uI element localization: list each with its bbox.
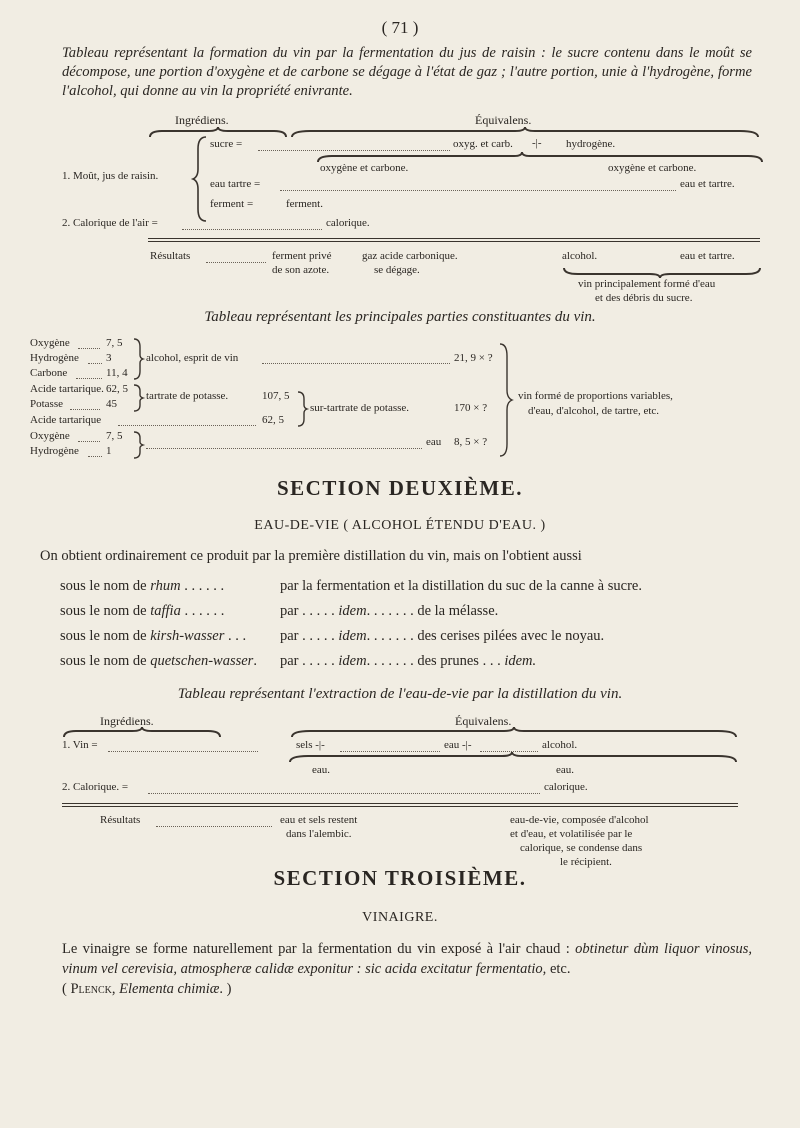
leader-dots — [182, 229, 322, 230]
para-end: etc. — [546, 961, 571, 977]
surtartrate-value: 170 × ? — [454, 402, 488, 414]
eau-split-bracket — [288, 752, 738, 764]
vin-desc-2: d'eau, d'alcohol, de tartre, etc. — [528, 405, 660, 417]
alcohol-label: alcohol, esprit de vin — [146, 352, 239, 364]
alcohol-value: 21, 9 × ? — [454, 352, 493, 364]
list-idem: idem — [338, 628, 367, 644]
leader-dots — [76, 378, 102, 379]
list-term: kirsh-wasser — [150, 628, 225, 644]
list-prefix: sous le nom de — [60, 578, 151, 594]
plus-sign: -|- — [532, 137, 542, 149]
list-dots: . . . — [227, 628, 247, 644]
list-desc-quetschen — [280, 653, 536, 670]
leader-dots — [118, 425, 256, 426]
list-item-quetschen — [60, 653, 257, 670]
row-acide-tartarique-value: 62, 5 — [106, 383, 128, 395]
row-hydrogene-2: Hydrogène — [30, 445, 79, 457]
alcohol-label-2: alcohol. — [542, 739, 578, 751]
ingredients-header-2: Ingrédiens. — [100, 714, 154, 728]
row-acide-tartarique: Acide tartarique. — [30, 383, 104, 395]
row-acide-tartarique-2: Acide tartarique — [30, 414, 102, 426]
results-rule-2 — [62, 803, 738, 804]
result-gaz-a: gaz acide carbonique. — [362, 250, 458, 262]
ingredients-bracket-2 — [62, 727, 222, 739]
result-eau-tartre: eau et tartre. — [680, 250, 735, 262]
ref-open: ( — [62, 981, 71, 997]
calorique-label-2: 2. Calorique. = — [62, 781, 129, 793]
hydrogene: hydrogène. — [566, 138, 616, 150]
ferment-value: ferment. — [286, 198, 323, 210]
leader-dots — [70, 409, 100, 410]
section-deuxieme-title: SECTION DEUXIÈME. — [276, 476, 524, 500]
eau-tartre-label: eau tartre = — [210, 178, 261, 190]
leader-dots — [78, 348, 100, 349]
surtartrate-brace — [296, 390, 308, 428]
results-label-2: Résultats — [100, 814, 141, 826]
result-eau-sels-a: eau et sels restent — [280, 814, 358, 826]
list-par: par . . . . . — [280, 653, 339, 669]
eau-left: eau. — [312, 764, 331, 776]
section-troisieme-title: SECTION TROISIÈME. — [273, 866, 527, 890]
row-oxygene-2-value: 7, 5 — [106, 430, 123, 442]
eau-brace — [132, 430, 144, 460]
leader-dots — [108, 751, 258, 752]
leader-dots — [148, 793, 540, 794]
eau-plus-label: eau -|- — [444, 739, 472, 751]
results-rule-2-thin — [62, 806, 738, 807]
alcohol-brace — [132, 337, 144, 381]
eau-de-vie-subtitle: EAU-DE-VIE ( ALCOHOL ÉTENDU D'EAU. ) — [254, 518, 546, 533]
vin-desc-1: vin formé de proportions variables, — [518, 390, 673, 402]
ref-author: Plenck — [70, 981, 112, 997]
intro-title: Tableau représentant la formation du vin par la fermentation du jus de raisin : le sucre contenu dans le moût se décompose, une portion d'oxygène et de carbone se dégage à l'état de gaz ; l'autre portion, unie à l'hydrogène, forme l'alcohol, qui donne au vin la propriété enivrante. — [62, 45, 752, 99]
ingredients-header: Ingrédiens. — [175, 113, 229, 127]
list-idem: idem. — [504, 653, 537, 669]
list-prefix: sous le nom de — [60, 603, 151, 619]
eau-et-tartre: eau et tartre. — [680, 178, 735, 190]
row-oxygene-value: 7, 5 — [106, 337, 123, 349]
sucre-label: sucre = — [210, 138, 243, 150]
row-hydrogene: Hydrogène — [30, 352, 79, 364]
leader-dots — [206, 262, 266, 263]
results-rule — [148, 238, 760, 239]
equivalents-header: Équivalens. — [475, 113, 532, 127]
list-dots: . . . . . . — [184, 578, 225, 594]
list-idem: idem — [338, 603, 367, 619]
tartrate-brace — [132, 383, 144, 413]
list-rest: . . . . . . . des cerises pilées avec le noyau. — [366, 628, 605, 644]
result-ferment-a: ferment privé — [272, 250, 332, 262]
row-hydrogene-2-value: 1 — [106, 445, 112, 457]
result-alcohol: alcohol. — [562, 250, 598, 262]
calorique-2: calorique. — [544, 781, 588, 793]
list-rest: . . . . . . . de la mélasse. — [366, 603, 499, 619]
para-text: Le vinaigre se forme naturellement par la fermentation du vin exposé à l'air chaud : — [62, 941, 576, 957]
vin-label: 1. Vin = — [62, 739, 98, 751]
equivalents-bracket-2 — [290, 727, 738, 739]
section3-paragraph — [62, 939, 752, 999]
row-carbone: Carbone — [30, 367, 68, 379]
list-term: rhum — [150, 578, 181, 594]
list-rest: . . . . . . . des prunes . . . — [366, 653, 505, 669]
item1-label: 1. Moût, jus de raisin. — [62, 170, 159, 182]
leader-dots — [88, 363, 102, 364]
result-eau-de-vie-b: et d'eau, et volatilisée par le — [510, 828, 633, 840]
results-rule-thin — [148, 241, 760, 242]
tartrate-value: 107, 5 — [262, 390, 290, 402]
leader-dots — [280, 190, 676, 191]
list-desc-kirsh — [280, 628, 604, 645]
list-idem: idem — [338, 653, 367, 669]
list-dots: . — [253, 653, 257, 669]
section2-paragraph: On obtient ordinairement ce produit par la première distillation du vin, mais on l'obtient aussi — [40, 548, 582, 564]
result-gaz-b: se dégage. — [374, 264, 420, 276]
row-carbone-value: 11, 4 — [106, 367, 128, 379]
list-term: quetschen-wasser — [150, 653, 254, 669]
leader-dots — [78, 441, 100, 442]
ref-sep: , — [111, 981, 120, 997]
table3-title: Tableau représentant l'extraction de l'eau-de-vie par la distillation du vin. — [177, 686, 623, 702]
oxy-carb-2: oxygène et carbone. — [608, 162, 697, 174]
list-desc-rhum: par la fermentation et la distillation du suc de la canne à sucre. — [280, 578, 642, 594]
result-eau-de-vie-d: le récipient. — [560, 856, 612, 868]
list-desc-taffia — [280, 603, 498, 620]
list-par: par . . . . . — [280, 628, 339, 644]
list-item-kirsh — [60, 628, 246, 645]
results-label: Résultats — [150, 250, 191, 262]
list-par: par . . . . . — [280, 603, 339, 619]
page-number: ( 71 ) — [381, 18, 419, 37]
ferment-label: ferment = — [210, 198, 254, 210]
ref-close: . ) — [219, 981, 232, 997]
item2-label: 2. Calorique de l'air = — [62, 217, 158, 229]
ref-work: Elementa chimiæ — [119, 981, 220, 997]
row-oxygene-2: Oxygène — [30, 430, 70, 442]
item1-brace — [192, 135, 208, 223]
list-item-rhum — [60, 578, 224, 595]
para-latin: obtinetur dùm liquor vinosus, vinum vel cerevisia, atmospheræ calidæ exponitur : sic acida excitatur fermentatio, — [62, 941, 752, 977]
eau-value: 8, 5 × ? — [454, 436, 488, 448]
list-dots: . . . . . . — [184, 603, 225, 619]
oxyg-carb: oxyg. et carb. — [453, 138, 513, 150]
eau-label: eau — [426, 436, 442, 448]
table2-title: Tableau représentant les principales parties constituantes du vin. — [204, 309, 596, 325]
leader-dots — [258, 150, 450, 151]
result-vin-a: vin principalement formé d'eau — [578, 278, 716, 290]
sels-label: sels -|- — [296, 739, 325, 751]
leader-dots — [156, 826, 272, 827]
oxy-carb-1: oxygène et carbone. — [320, 162, 409, 174]
list-prefix: sous le nom de — [60, 653, 151, 669]
list-term: taffia — [150, 603, 181, 619]
list-prefix: sous le nom de — [60, 628, 151, 644]
leader-dots — [146, 448, 422, 449]
acide-value: 62, 5 — [262, 414, 284, 426]
vin-brace — [498, 342, 514, 460]
row-potasse-value: 45 — [106, 398, 117, 410]
result-eau-sels-b: dans l'alembic. — [286, 828, 352, 840]
surtartrate-label: sur-tartrate de potasse. — [310, 402, 410, 414]
row-potasse: Potasse — [30, 398, 63, 410]
equivalents-header-2: Équivalens. — [455, 714, 512, 728]
row-hydrogene-value: 3 — [106, 352, 112, 364]
tartrate-label: tartrate de potasse. — [146, 390, 229, 402]
result-eau-de-vie-c: calorique, se condense dans — [520, 842, 643, 854]
result-eau-de-vie-a: eau-de-vie, composée d'alcohol — [510, 814, 649, 826]
result-bracket — [562, 266, 762, 278]
result-vin-b: et des débris du sucre. — [595, 292, 693, 304]
equivalents-bracket — [290, 127, 760, 139]
leader-dots — [88, 456, 102, 457]
vinaigre-subtitle: VINAIGRE. — [362, 910, 438, 925]
calorique: calorique. — [326, 217, 370, 229]
eau-right: eau. — [556, 764, 575, 776]
result-ferment-b: de son azote. — [272, 264, 330, 276]
list-item-taffia — [60, 603, 224, 620]
row-oxygene: Oxygène — [30, 337, 70, 349]
leader-dots — [262, 363, 450, 364]
